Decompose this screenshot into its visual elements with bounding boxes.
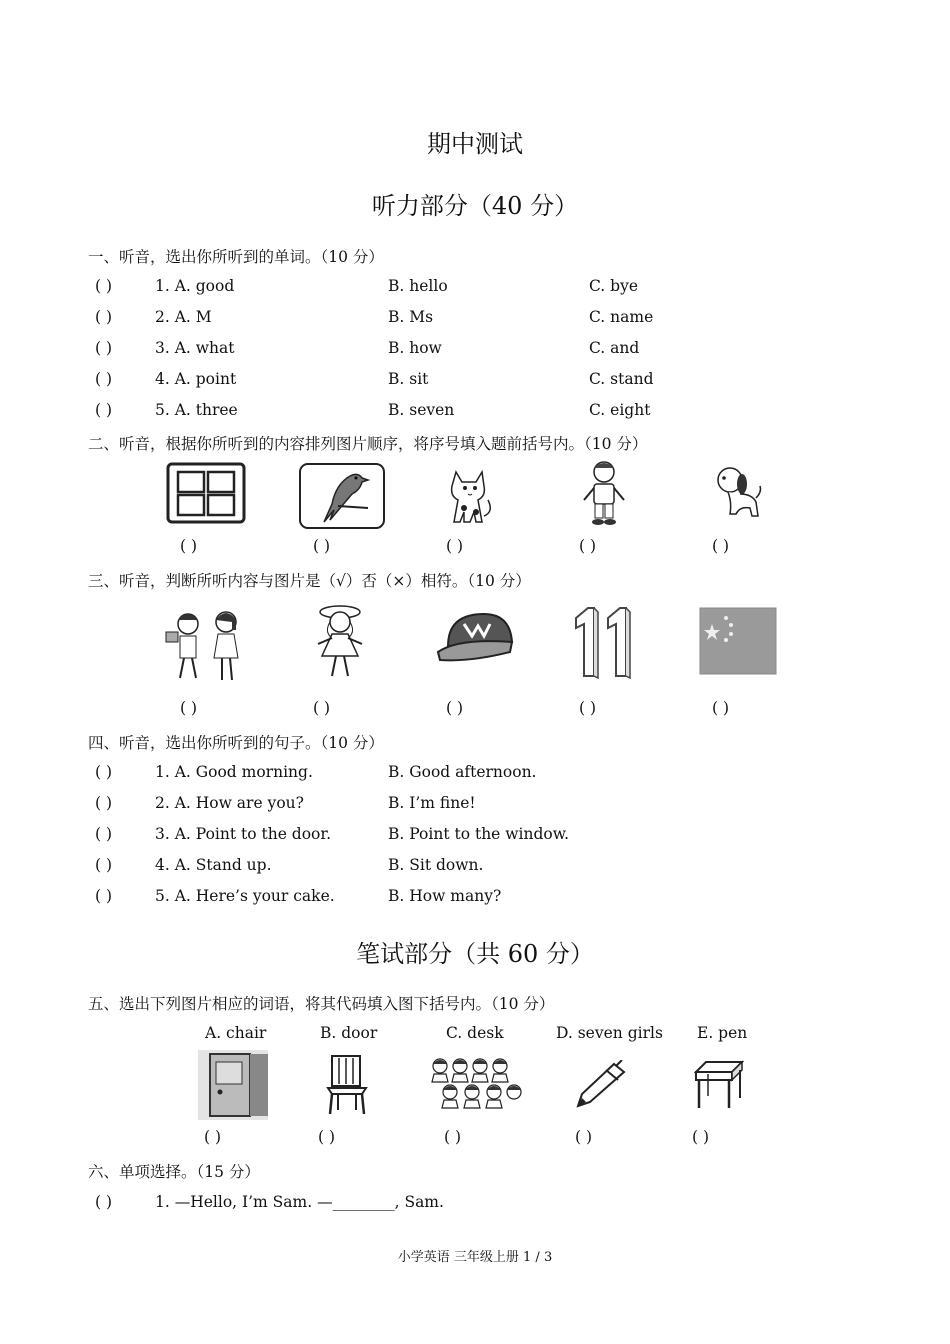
answer-blank[interactable]: ( )	[692, 1128, 710, 1146]
answer-blank[interactable]: ( )	[95, 401, 113, 419]
option-b: B. How many?	[388, 887, 502, 905]
option-b: B. sit	[388, 370, 429, 388]
students-picture	[160, 602, 252, 688]
option-c: C. and	[589, 339, 640, 357]
pen-picture	[574, 1060, 628, 1108]
section2-heading: 二、听音，根据你所听到的内容排列图片顺序，将序号填入题前括号内。（10 分）	[88, 435, 648, 453]
page-footer: 小学英语 三年级上册 1 / 3	[397, 1250, 553, 1265]
listening-title: 听力部分（40 分）	[371, 192, 579, 220]
girl-picture	[312, 600, 368, 682]
option-a: 5. A. three	[155, 401, 238, 419]
answer-blank[interactable]: ( )	[712, 699, 730, 717]
answer-blank[interactable]: ( )	[313, 537, 331, 555]
option-c: C. name	[589, 308, 654, 326]
answer-blank[interactable]: ( )	[95, 1193, 113, 1211]
option-a: 4. A. point	[155, 370, 237, 388]
option-chair: A. chair	[205, 1024, 267, 1042]
option-a: 1. A. good	[155, 277, 235, 295]
answer-blank[interactable]: ( )	[446, 699, 464, 717]
option-c: C. stand	[589, 370, 654, 388]
answer-blank[interactable]: ( )	[180, 537, 198, 555]
writing-title: 笔试部分（共 60 分）	[356, 940, 594, 968]
answer-blank[interactable]: ( )	[180, 699, 198, 717]
section6-heading: 六、单项选择。（15 分）	[88, 1163, 260, 1181]
option-a: 1. A. Good morning.	[155, 763, 313, 781]
answer-blank[interactable]: ( )	[313, 699, 331, 717]
chair-picture	[324, 1054, 370, 1116]
answer-blank[interactable]: ( )	[446, 537, 464, 555]
option-pen: E. pen	[697, 1024, 748, 1042]
answer-blank[interactable]: ( )	[444, 1128, 462, 1146]
option-seven-girls: D. seven girls	[556, 1024, 663, 1042]
answer-blank[interactable]: ( )	[95, 763, 113, 781]
answer-blank[interactable]: ( )	[95, 339, 113, 357]
option-a: 2. A. M	[155, 308, 212, 326]
option-a: 3. A. what	[155, 339, 235, 357]
option-a: 4. A. Stand up.	[155, 856, 272, 874]
option-a: 3. A. Point to the door.	[155, 825, 332, 843]
option-b: B. I’m fine!	[388, 794, 476, 812]
option-b: B. Good afternoon.	[388, 763, 537, 781]
option-b: B. Point to the window.	[388, 825, 570, 843]
answer-blank[interactable]: ( )	[95, 856, 113, 874]
option-b: B. how	[388, 339, 442, 357]
answer-blank[interactable]: ( )	[95, 794, 113, 812]
answer-blank[interactable]: ( )	[95, 370, 113, 388]
answer-blank[interactable]: ( )	[575, 1128, 593, 1146]
dog-picture	[712, 464, 764, 522]
answer-blank[interactable]: ( )	[95, 277, 113, 295]
section5-heading: 五、选出下列图片相应的词语，将其代码填入图下括号内。（10 分）	[88, 995, 555, 1013]
eleven-picture	[572, 604, 640, 680]
window-picture	[166, 462, 246, 524]
boy-picture	[578, 458, 630, 530]
option-c: C. eight	[589, 401, 651, 419]
girls-picture	[428, 1056, 522, 1114]
option-desk: C. desk	[446, 1024, 504, 1042]
flag-picture	[698, 606, 778, 676]
section1-heading: 一、听音，选出你所听到的单词。（10 分）	[88, 248, 384, 266]
section4-heading: 四、听音，选出你所听到的句子。（10 分）	[88, 734, 384, 752]
answer-blank[interactable]: ( )	[318, 1128, 336, 1146]
option-b: B. Sit down.	[388, 856, 484, 874]
door-picture	[198, 1050, 268, 1120]
option-a: 2. A. How are you?	[155, 794, 304, 812]
page-title: 期中测试	[427, 130, 523, 158]
section3-heading: 三、听音，判断所听内容与图片是（√）否（×）相符。（10 分）	[88, 572, 531, 590]
answer-blank[interactable]: ( )	[712, 537, 730, 555]
answer-blank[interactable]: ( )	[579, 537, 597, 555]
cat-picture	[448, 466, 494, 528]
answer-blank[interactable]: ( )	[95, 887, 113, 905]
answer-blank[interactable]: ( )	[579, 699, 597, 717]
answer-blank[interactable]: ( )	[95, 825, 113, 843]
option-b: B. hello	[388, 277, 448, 295]
option-a: 5. A. Here’s your cake.	[155, 887, 335, 905]
option-door: B. door	[320, 1024, 378, 1042]
bird-picture	[298, 462, 386, 530]
cap-picture	[434, 610, 516, 672]
option-c: C. bye	[589, 277, 639, 295]
option-b: B. seven	[388, 401, 455, 419]
desk-picture	[694, 1060, 744, 1112]
option-b: B. Ms	[388, 308, 434, 326]
question-text: 1. —Hello, I’m Sam. —________, Sam.	[155, 1193, 444, 1211]
answer-blank[interactable]: ( )	[204, 1128, 222, 1146]
answer-blank[interactable]: ( )	[95, 308, 113, 326]
